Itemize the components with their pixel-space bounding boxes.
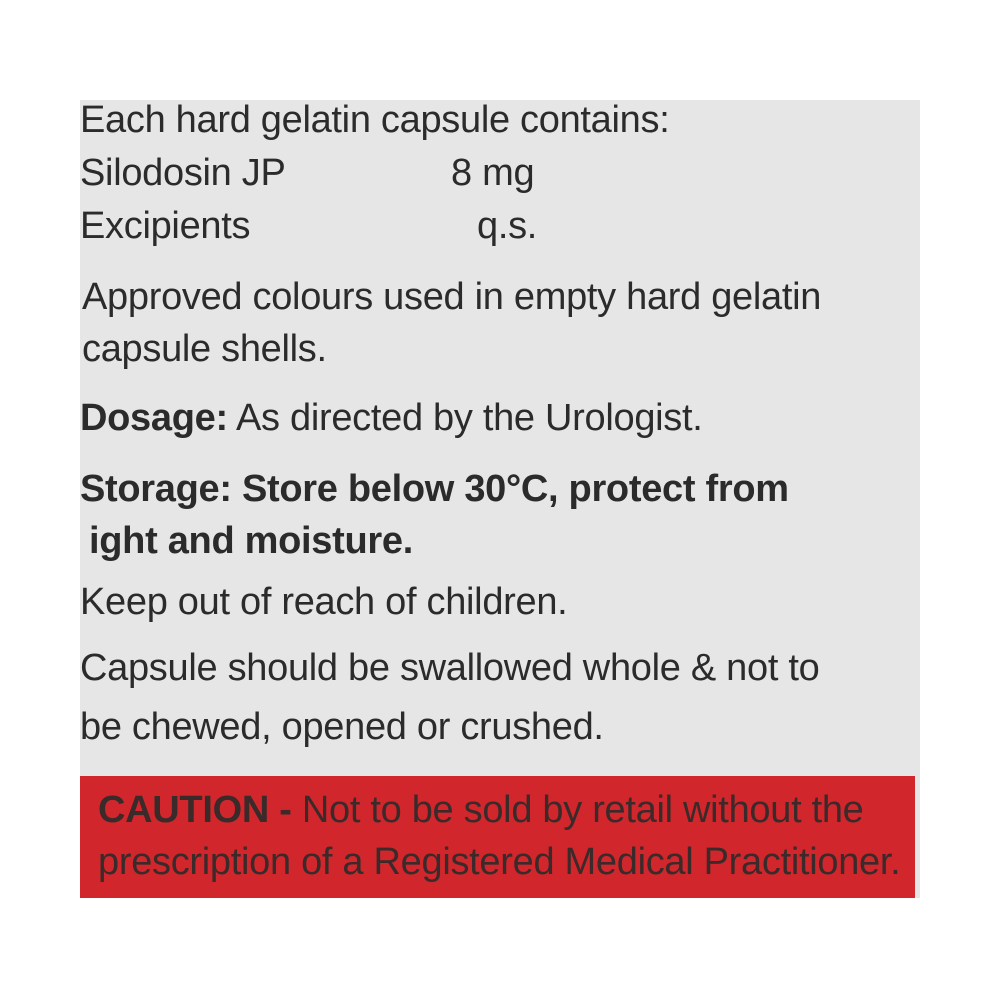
dosage-text: As directed by the Urologist. <box>236 397 703 439</box>
colours-note-line1: Approved colours used in empty hard gelatin <box>82 276 822 318</box>
caution-text: Not to be sold by retail without the <box>301 789 864 831</box>
composition-heading: Each hard gelatin capsule contains: <box>80 99 670 141</box>
dosage-line <box>80 396 703 440</box>
caution-line1 <box>98 788 864 832</box>
ingredient-amount: q.s. <box>477 205 538 247</box>
ingredient-name: Silodosin JP <box>80 152 286 194</box>
swallow-note-line2: be chewed, opened or crushed. <box>80 706 604 748</box>
ingredient-amount: 8 mg <box>451 152 535 194</box>
storage-line1: Storage: Store below 30°C, protect from <box>80 468 789 510</box>
dosage-label: Dosage: <box>80 397 228 439</box>
colours-note-line2: capsule shells. <box>82 328 327 370</box>
children-warning: Keep out of reach of children. <box>80 581 568 623</box>
caution-line2: prescription of a Registered Medical Practitioner. <box>98 841 901 883</box>
swallow-note-line1: Capsule should be swallowed whole & not to <box>80 647 820 689</box>
caution-label: CAUTION - <box>98 789 292 831</box>
storage-line2: ight and moisture. <box>89 520 413 562</box>
ingredient-name: Excipients <box>80 205 251 247</box>
